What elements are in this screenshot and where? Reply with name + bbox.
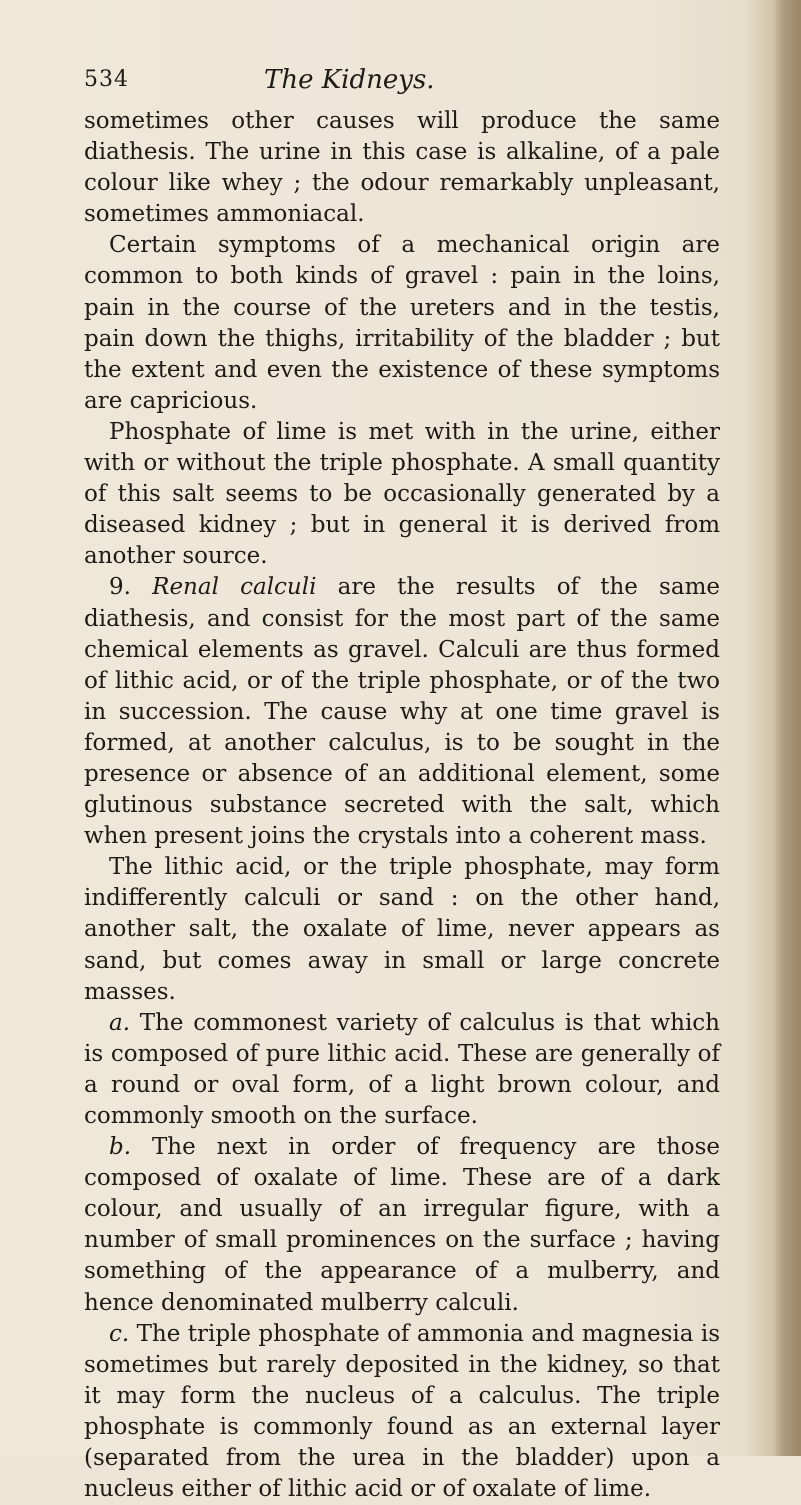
page-number: 534 — [84, 67, 129, 92]
list-item-c — [84, 1319, 720, 1505]
item-text: The commonest variety of calculus is that which is composed of pure lithic acid. These are generally of a round or oval form, of a light brown colour, and commonly smooth on the surface. — [84, 1009, 720, 1129]
item-label: a. — [109, 1009, 131, 1036]
item-label: c. — [109, 1320, 130, 1347]
section-text: are the results of the same diathesis, and consist for the most part of the same chemical elements as gravel. Calculi are thus formed of lithic acid, or of the triple phosphate, or of the two in succession. The cause why at one time gravel is formed, at another calculus, is to be sought in the presence or absence of an additional element, some glutinous substance secreted with the salt, which when present joins the crystals into a coherent mass. — [84, 574, 720, 850]
section-term: Renal calculi — [152, 574, 317, 601]
list-item-a — [84, 1008, 720, 1132]
section-number: 9. — [109, 574, 131, 601]
item-text: The next in order of frequency are those composed of oxalate of lime. These are of a dark colour, and usually of an irregular figure, with a number of small prominences on the surface ; having something of the appearance of a mulberry, and hence denominated mulberry calculi. — [84, 1134, 720, 1316]
list-item-b — [84, 1132, 720, 1319]
item-text: The triple phosphate of ammonia and magnesia is sometimes but rarely deposited in the kidney, so that it may form the nucleus of a calculus. The triple phosphate is commonly found as an external layer (separated from the urea in the bladder) upon a nucleus either of lithic acid or of oxalate of lime. — [84, 1320, 720, 1503]
page-edge-shadow — [773, 0, 801, 1456]
paragraph-mechanical-symptoms: Certain symptoms of a mechanical origin are common to both kinds of gravel : pain in the loins, pain in the course of the ureters and in the testis, pain down the thighs, irritability of the bladder ; but the extent and even the existence of these symptoms are capricious. — [84, 232, 720, 414]
paragraph-renal-calculi — [84, 572, 720, 852]
paragraph-lithic-acid: The lithic acid, or the triple phosphate, may form indifferently calculi or sand : on the other hand, another salt, the oxalate of lime, never appears as sand, but comes away in small or large concrete masses. — [84, 854, 720, 1005]
body-text — [84, 106, 720, 1505]
running-title: The Kidneys. — [264, 65, 435, 95]
paragraph-phosphate-of-lime: Phosphate of lime is met with in the urine, either with or without the triple phosphate. A small quantity of this salt seems to be occasionally generated by a diseased kidney ; but in general it is derived from another source. — [84, 418, 720, 570]
item-label: b. — [109, 1134, 132, 1161]
page-header — [84, 63, 724, 99]
paragraph-diathesis-continued: sometimes other causes will produce the same diathesis. The urine in this case is alkaline, of a pale colour like whey ; the odour remarkably unpleasant, sometimes ammoniacal. — [84, 108, 720, 228]
